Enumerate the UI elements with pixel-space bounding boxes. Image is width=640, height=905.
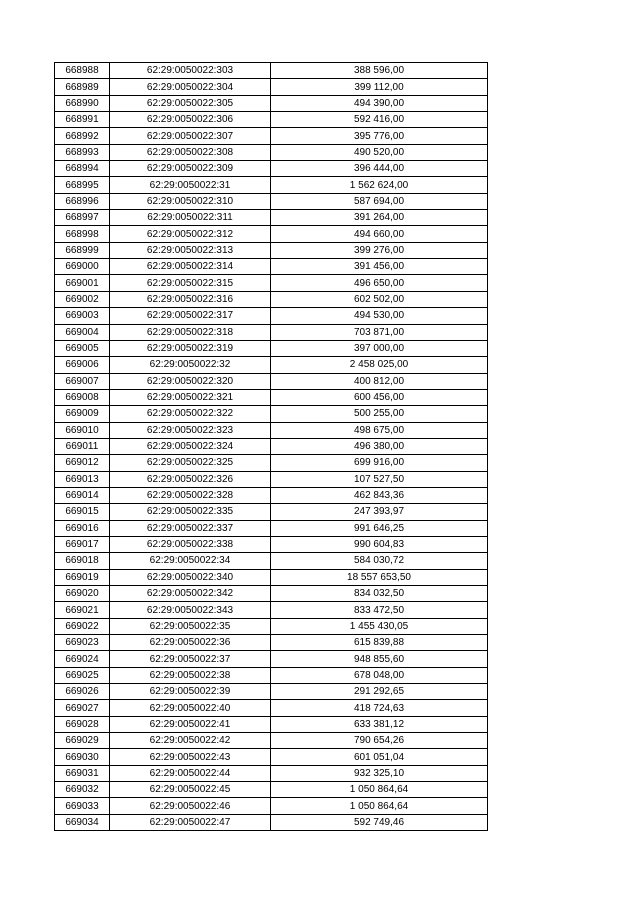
cadastral-number-cell: 62:29:0050022:309 [110,161,271,177]
cadastral-number-cell: 62:29:0050022:335 [110,504,271,520]
cadastral-number-cell: 62:29:0050022:326 [110,471,271,487]
cadastral-number-cell: 62:29:0050022:32 [110,357,271,373]
row-number-cell: 669023 [55,635,110,651]
table-row [55,340,488,356]
cadastral-number-cell: 62:29:0050022:40 [110,700,271,716]
row-number-cell: 669022 [55,618,110,634]
table-row [55,112,488,128]
table-row [55,504,488,520]
row-number-cell: 669011 [55,438,110,454]
row-number-cell: 669020 [55,586,110,602]
value-cell: 494 390,00 [271,95,488,111]
value-cell: 592 749,46 [271,814,488,830]
value-cell: 418 724,63 [271,700,488,716]
cadastral-number-cell: 62:29:0050022:39 [110,684,271,700]
row-number-cell: 669008 [55,389,110,405]
row-number-cell: 668997 [55,210,110,226]
row-number-cell: 669000 [55,259,110,275]
row-number-cell: 669033 [55,798,110,814]
cadastral-number-cell: 62:29:0050022:306 [110,112,271,128]
table-row [55,455,488,471]
row-number-cell: 669017 [55,536,110,552]
row-number-cell: 668991 [55,112,110,128]
table-row [55,553,488,569]
value-cell: 107 527,50 [271,471,488,487]
cadastral-number-cell: 62:29:0050022:322 [110,406,271,422]
cadastral-number-cell: 62:29:0050022:312 [110,226,271,242]
table-row [55,716,488,732]
row-number-cell: 668992 [55,128,110,144]
row-number-cell: 669026 [55,684,110,700]
row-number-cell: 669013 [55,471,110,487]
cadastral-number-cell: 62:29:0050022:323 [110,422,271,438]
table-row [55,586,488,602]
table-row [55,95,488,111]
cadastral-number-cell: 62:29:0050022:34 [110,553,271,569]
row-number-cell: 669002 [55,291,110,307]
cadastral-number-cell: 62:29:0050022:308 [110,144,271,160]
table-row [55,259,488,275]
cadastral-number-cell: 62:29:0050022:321 [110,389,271,405]
row-number-cell: 669018 [55,553,110,569]
table-row [55,520,488,536]
row-number-cell: 668998 [55,226,110,242]
cadastral-number-cell: 62:29:0050022:46 [110,798,271,814]
value-cell: 602 502,00 [271,291,488,307]
row-number-cell: 669015 [55,504,110,520]
row-number-cell: 669001 [55,275,110,291]
table-row [55,602,488,618]
table-row [55,242,488,258]
row-number-cell: 669028 [55,716,110,732]
value-cell: 494 660,00 [271,226,488,242]
row-number-cell: 668995 [55,177,110,193]
cadastral-number-cell: 62:29:0050022:316 [110,291,271,307]
table-row [55,275,488,291]
cadastral-number-cell: 62:29:0050022:31 [110,177,271,193]
value-cell: 990 604,83 [271,536,488,552]
value-cell: 948 855,60 [271,651,488,667]
cadastral-number-cell: 62:29:0050022:305 [110,95,271,111]
value-cell: 699 916,00 [271,455,488,471]
value-cell: 388 596,00 [271,63,488,79]
table-row [55,487,488,503]
table-row [55,389,488,405]
value-cell: 396 444,00 [271,161,488,177]
cadastral-number-cell: 62:29:0050022:314 [110,259,271,275]
table-row [55,373,488,389]
value-cell: 678 048,00 [271,667,488,683]
row-number-cell: 668999 [55,242,110,258]
cadastral-number-cell: 62:29:0050022:337 [110,520,271,536]
cadastral-number-cell: 62:29:0050022:304 [110,79,271,95]
row-number-cell: 669031 [55,765,110,781]
value-cell: 584 030,72 [271,553,488,569]
table-row [55,226,488,242]
cadastral-number-cell: 62:29:0050022:36 [110,635,271,651]
value-cell: 633 381,12 [271,716,488,732]
table-row [55,814,488,830]
value-cell: 400 812,00 [271,373,488,389]
table-row [55,193,488,209]
value-cell: 991 646,25 [271,520,488,536]
value-cell: 932 325,10 [271,765,488,781]
value-cell: 500 255,00 [271,406,488,422]
table-row [55,635,488,651]
row-number-cell: 668993 [55,144,110,160]
value-cell: 496 380,00 [271,438,488,454]
table-row [55,700,488,716]
cadastral-number-cell: 62:29:0050022:310 [110,193,271,209]
value-cell: 600 456,00 [271,389,488,405]
cadastral-number-cell: 62:29:0050022:320 [110,373,271,389]
table-row [55,177,488,193]
row-number-cell: 669027 [55,700,110,716]
table-row [55,684,488,700]
cadastral-number-cell: 62:29:0050022:325 [110,455,271,471]
cadastral-number-cell: 62:29:0050022:35 [110,618,271,634]
row-number-cell: 669019 [55,569,110,585]
row-number-cell: 669016 [55,520,110,536]
value-cell: 587 694,00 [271,193,488,209]
row-number-cell: 669021 [55,602,110,618]
value-cell: 397 000,00 [271,340,488,356]
cadastral-number-cell: 62:29:0050022:38 [110,667,271,683]
table-row [55,471,488,487]
cadastral-value-table [54,62,488,831]
row-number-cell: 669005 [55,340,110,356]
cadastral-number-cell: 62:29:0050022:315 [110,275,271,291]
value-cell: 291 292,65 [271,684,488,700]
table-body [55,63,488,831]
table-row [55,782,488,798]
value-cell: 592 416,00 [271,112,488,128]
value-cell: 833 472,50 [271,602,488,618]
value-cell: 494 530,00 [271,308,488,324]
table-row [55,438,488,454]
cadastral-number-cell: 62:29:0050022:317 [110,308,271,324]
value-cell: 498 675,00 [271,422,488,438]
table-row [55,765,488,781]
value-cell: 247 393,97 [271,504,488,520]
value-cell: 490 520,00 [271,144,488,160]
row-number-cell: 669003 [55,308,110,324]
row-number-cell: 669007 [55,373,110,389]
value-cell: 1 562 624,00 [271,177,488,193]
cadastral-number-cell: 62:29:0050022:318 [110,324,271,340]
value-cell: 496 650,00 [271,275,488,291]
table-row [55,210,488,226]
value-cell: 601 051,04 [271,749,488,765]
row-number-cell: 669030 [55,749,110,765]
value-cell: 399 276,00 [271,242,488,258]
cadastral-number-cell: 62:29:0050022:307 [110,128,271,144]
row-number-cell: 668994 [55,161,110,177]
table-row [55,798,488,814]
table-row [55,308,488,324]
value-cell: 615 839,88 [271,635,488,651]
row-number-cell: 668988 [55,63,110,79]
table-row [55,667,488,683]
table-row [55,291,488,307]
value-cell: 18 557 653,50 [271,569,488,585]
cadastral-number-cell: 62:29:0050022:47 [110,814,271,830]
table-row [55,406,488,422]
table-row [55,144,488,160]
value-cell: 391 456,00 [271,259,488,275]
row-number-cell: 668990 [55,95,110,111]
cadastral-number-cell: 62:29:0050022:42 [110,733,271,749]
table-row [55,161,488,177]
cadastral-number-cell: 62:29:0050022:319 [110,340,271,356]
row-number-cell: 669025 [55,667,110,683]
row-number-cell: 669034 [55,814,110,830]
value-cell: 462 843,36 [271,487,488,503]
row-number-cell: 669014 [55,487,110,503]
row-number-cell: 669032 [55,782,110,798]
table-row [55,536,488,552]
row-number-cell: 669029 [55,733,110,749]
cadastral-number-cell: 62:29:0050022:43 [110,749,271,765]
row-number-cell: 668996 [55,193,110,209]
cadastral-number-cell: 62:29:0050022:343 [110,602,271,618]
cadastral-number-cell: 62:29:0050022:45 [110,782,271,798]
table-row [55,422,488,438]
row-number-cell: 669009 [55,406,110,422]
row-number-cell: 669006 [55,357,110,373]
value-cell: 834 032,50 [271,586,488,602]
cadastral-number-cell: 62:29:0050022:37 [110,651,271,667]
table-row [55,63,488,79]
cadastral-number-cell: 62:29:0050022:303 [110,63,271,79]
row-number-cell: 669010 [55,422,110,438]
value-cell: 1 050 864,64 [271,782,488,798]
cadastral-number-cell: 62:29:0050022:342 [110,586,271,602]
table-row [55,128,488,144]
table-row [55,79,488,95]
table-row [55,324,488,340]
value-cell: 395 776,00 [271,128,488,144]
cadastral-number-cell: 62:29:0050022:313 [110,242,271,258]
row-number-cell: 669004 [55,324,110,340]
cadastral-number-cell: 62:29:0050022:340 [110,569,271,585]
table-row [55,733,488,749]
cadastral-number-cell: 62:29:0050022:328 [110,487,271,503]
cadastral-number-cell: 62:29:0050022:338 [110,536,271,552]
value-cell: 399 112,00 [271,79,488,95]
value-cell: 1 050 864,64 [271,798,488,814]
value-cell: 790 654,26 [271,733,488,749]
cadastral-number-cell: 62:29:0050022:44 [110,765,271,781]
table-row [55,357,488,373]
table-row [55,749,488,765]
value-cell: 703 871,00 [271,324,488,340]
table-row [55,651,488,667]
row-number-cell: 668989 [55,79,110,95]
value-cell: 391 264,00 [271,210,488,226]
cadastral-number-cell: 62:29:0050022:41 [110,716,271,732]
cadastral-number-cell: 62:29:0050022:324 [110,438,271,454]
cadastral-number-cell: 62:29:0050022:311 [110,210,271,226]
row-number-cell: 669024 [55,651,110,667]
table-row [55,618,488,634]
value-cell: 2 458 025,00 [271,357,488,373]
value-cell: 1 455 430,05 [271,618,488,634]
table-row [55,569,488,585]
row-number-cell: 669012 [55,455,110,471]
